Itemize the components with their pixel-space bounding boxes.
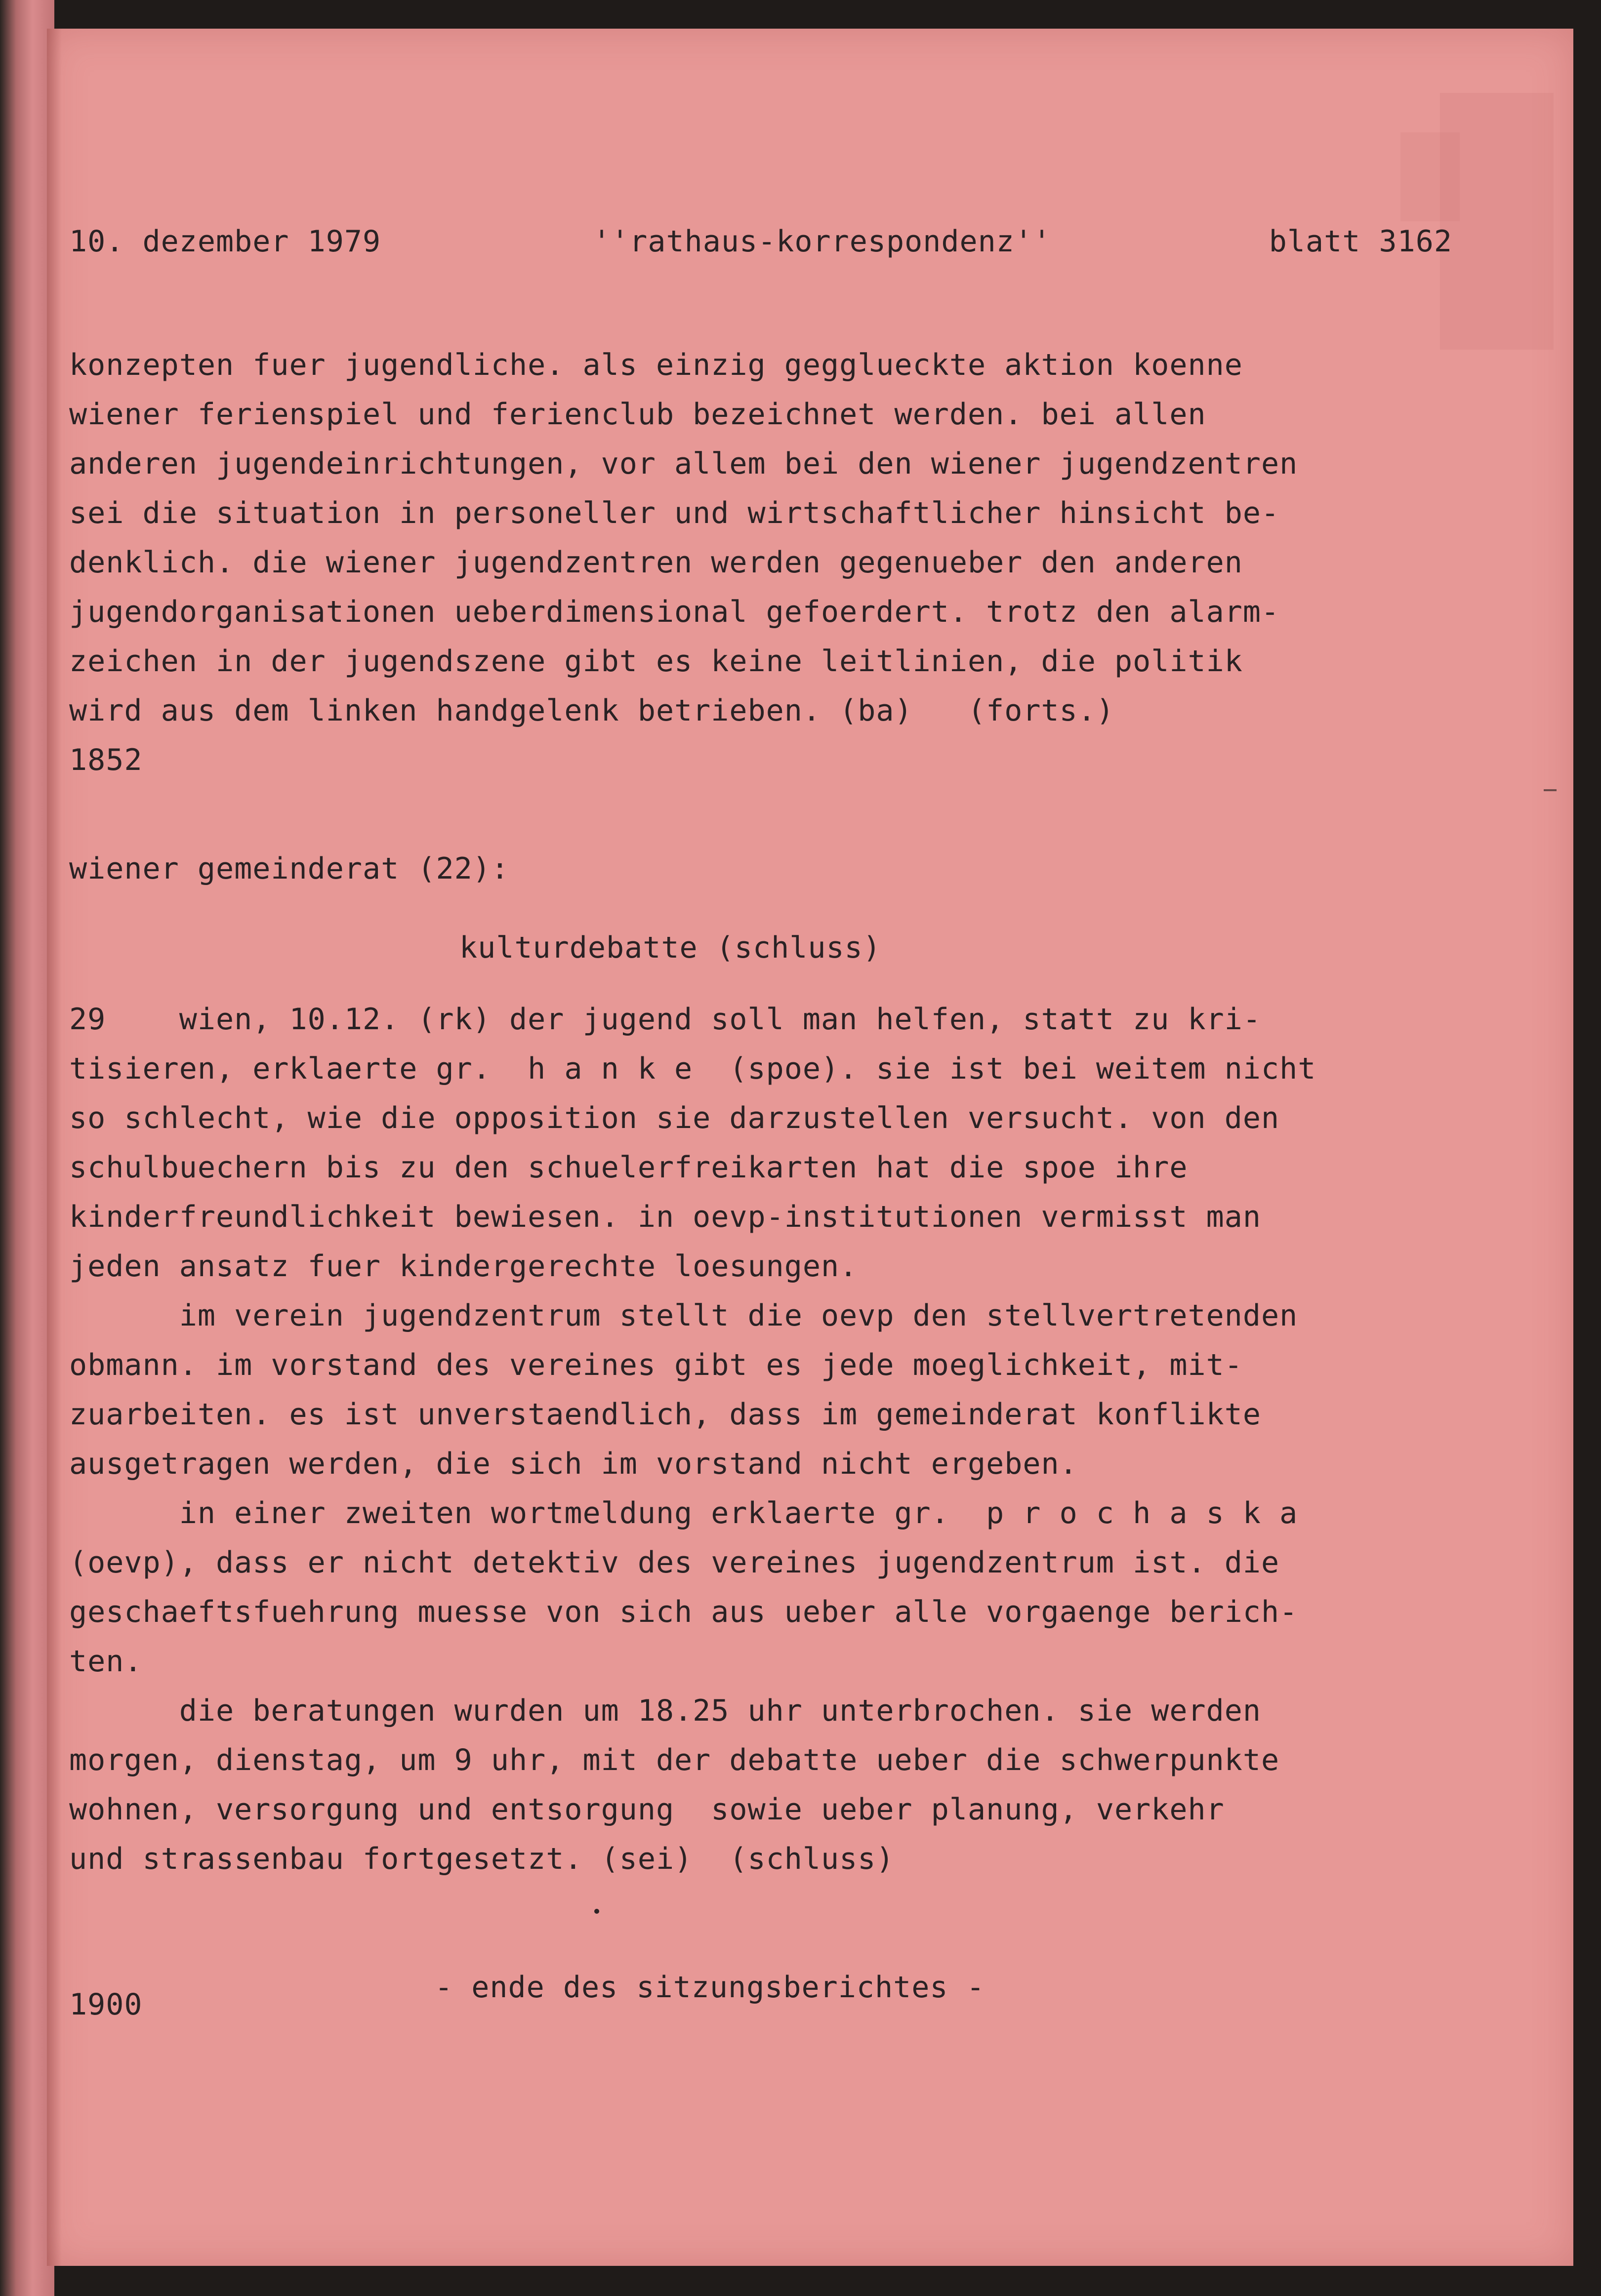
article-line: kinderfreundlichkeit bewiesen. in oevp-institutionen vermisst man xyxy=(69,1200,1261,1234)
article-line: wohnen, versorgung und entsorgung sowie ueber planung, verkehr xyxy=(69,1792,1225,1827)
report-line: anderen jugendeinrichtungen, vor allem bei den wiener jugendzentren xyxy=(69,446,1298,481)
report-code: 1852 xyxy=(69,743,143,777)
show-through-mark-small xyxy=(1400,132,1460,221)
header-publication: ''rathaus-korrespondenz'' xyxy=(593,224,1052,259)
report-line: jugendorganisationen ueberdimensional gefoerdert. trotz den alarm- xyxy=(69,595,1280,629)
show-through-mark xyxy=(1440,93,1554,350)
report-line: denklich. die wiener jugendzentren werden gegenueber den anderen xyxy=(69,545,1243,580)
article-line: zuarbeiten. es ist unverstaendlich, dass im gemeinderat konflikte xyxy=(69,1397,1261,1432)
article-line: ausgetragen werden, die sich im vorstand nicht ergeben. xyxy=(69,1447,1078,1481)
article-line: tisieren, erklaerte gr. h a n k e (spoe). sie ist bei weitem nicht xyxy=(69,1051,1316,1086)
page-header xyxy=(69,217,1452,267)
report-line: wird aus dem linken handgelenk betrieben. (ba) (forts.) xyxy=(69,693,1115,728)
article-line: ten. xyxy=(69,1644,143,1679)
header-date: 10. dezember 1979 xyxy=(69,224,381,259)
article-line: und strassenbau fortgesetzt. (sei) (schluss) xyxy=(69,1842,895,1876)
article-line: im verein jugendzentrum stellt die oevp den stellvertretenden xyxy=(69,1298,1298,1333)
report-line: wiener ferienspiel und ferienclub bezeichnet werden. bei allen xyxy=(69,397,1206,432)
article-line: so schlecht, wie die opposition sie darzustellen versucht. von den xyxy=(69,1101,1280,1135)
margin-tick-mark xyxy=(1544,789,1557,791)
header-sheet-number: blatt 3162 xyxy=(1269,224,1452,259)
article-line: morgen, dienstag, um 9 uhr, mit der debatte ueber die schwerpunkte xyxy=(69,1743,1280,1777)
report-line: sei die situation in personeller und wirtschaftlicher hinsicht be- xyxy=(69,496,1280,530)
section-title: wiener gemeinderat (22): xyxy=(69,851,509,886)
article-line: jeden ansatz fuer kindergerechte loesungen. xyxy=(69,1249,858,1284)
closing-line: - ende des sitzungsberichtes - xyxy=(435,1970,985,2005)
article-line: obmann. im vorstand des vereines gibt es jede moeglichkeit, mit- xyxy=(69,1348,1243,1382)
article-line: (oevp), dass er nicht detektiv des vereines jugendzentrum ist. die xyxy=(69,1545,1280,1580)
article-line: die beratungen wurden um 18.25 uhr unterbrochen. sie werden xyxy=(69,1693,1261,1728)
report-line: zeichen in der jugendszene gibt es keine leitlinien, die politik xyxy=(69,644,1243,679)
report-line: konzepten fuer jugendliche. als einzig gegglueckte aktion koenne xyxy=(69,348,1243,382)
previous-page-edge xyxy=(0,0,54,2296)
article-line: 29 wien, 10.12. (rk) der jugend soll man helfen, statt zu kri- xyxy=(69,1002,1261,1037)
article-line: schulbuechern bis zu den schuelerfreikarten hat die spoe ihre xyxy=(69,1150,1188,1185)
closing-code: 1900 xyxy=(69,1987,143,2022)
section-subtitle: kulturdebatte (schluss) xyxy=(459,930,881,965)
binding-shadow xyxy=(47,29,62,2266)
stray-dot xyxy=(594,1909,599,1914)
article-line: geschaeftsfuehrung muesse von sich aus ueber alle vorgaenge berich- xyxy=(69,1595,1298,1629)
article-line: in einer zweiten wortmeldung erklaerte gr. p r o c h a s k a xyxy=(69,1496,1298,1531)
